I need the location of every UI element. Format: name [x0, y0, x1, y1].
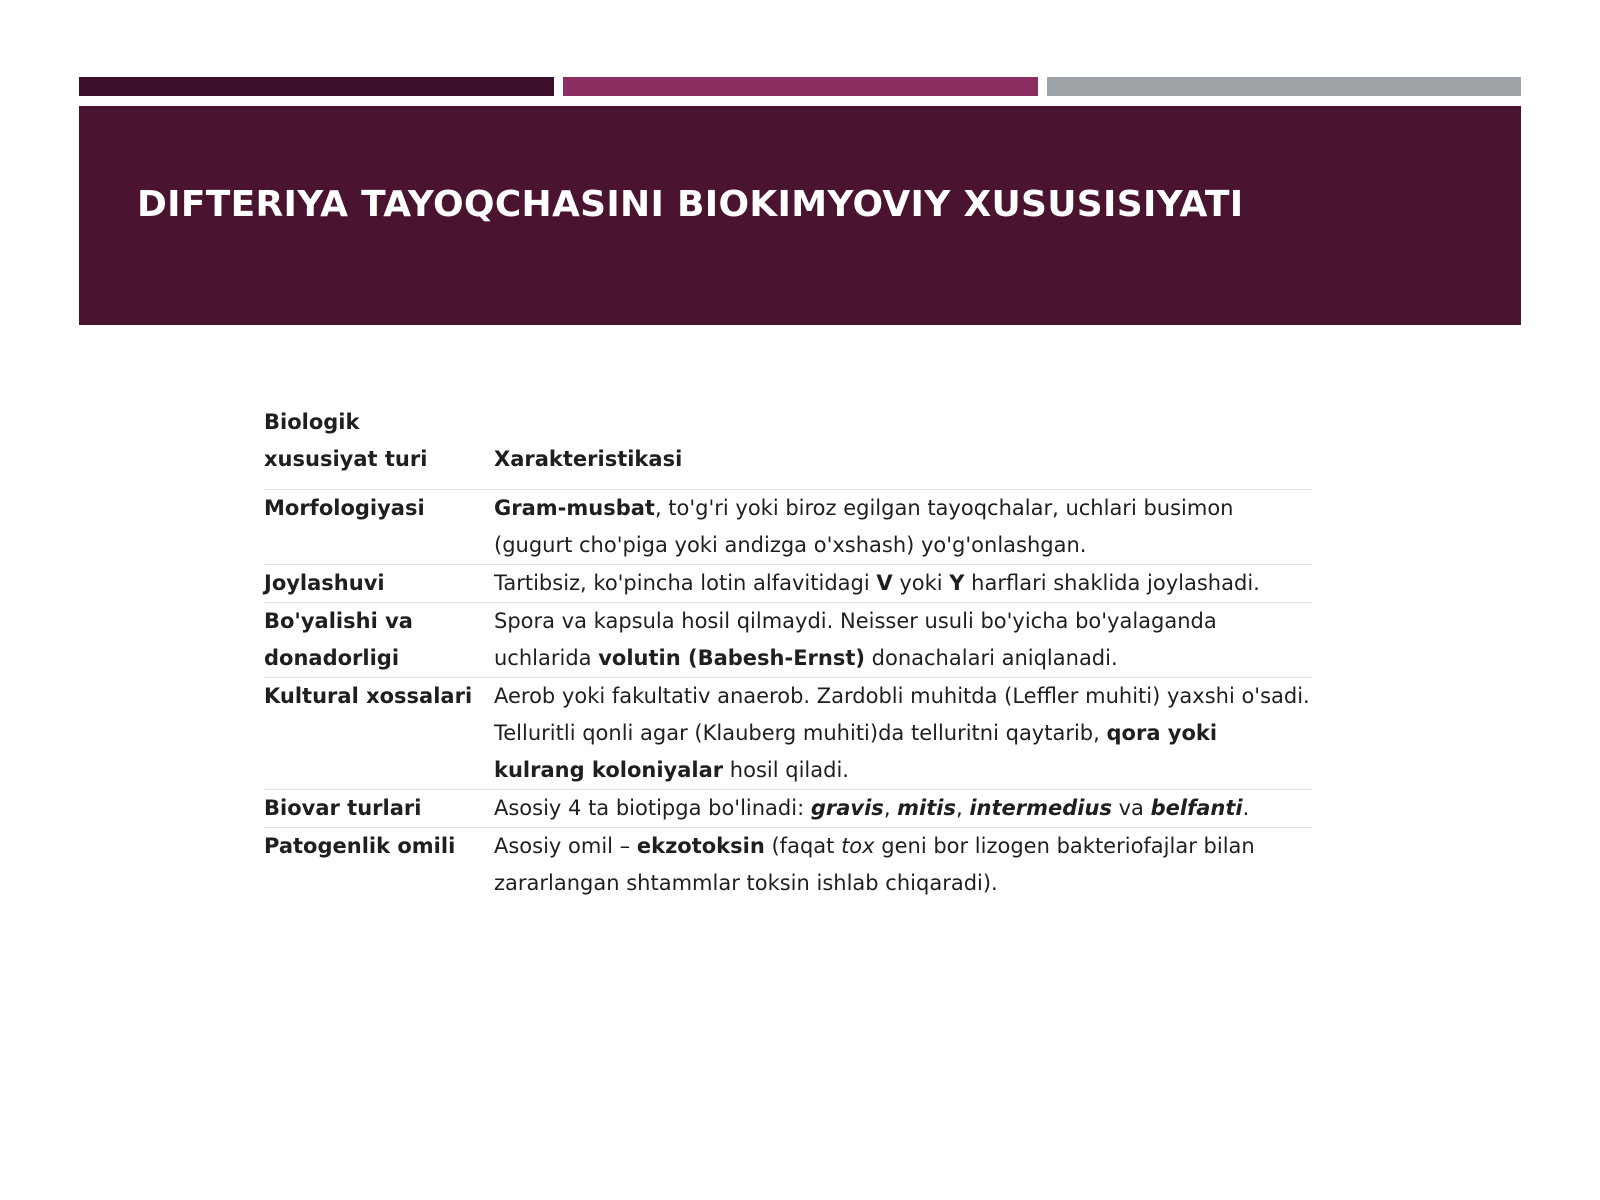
description-text: , to'g'ri yoki biroz egilgan tayoqchalar, uchlari busimon (gugurt cho'piga yoki andizga o'xshash) yo'g'onlashgan.: [494, 496, 1234, 557]
property-name: Patogenlik omili: [264, 834, 456, 858]
description-bold-italic: gravis: [810, 796, 884, 820]
properties-table: [264, 404, 1312, 902]
property-description: [494, 490, 1312, 565]
header-property-type: [264, 404, 494, 490]
description-text: Asosiy 4 ta biotipga bo'linadi:: [494, 796, 811, 820]
table-row: [264, 790, 1312, 828]
property-name-line1: Bo'yalishi va: [264, 609, 413, 633]
table-row: [264, 678, 1312, 790]
table-row: [264, 828, 1312, 903]
description-text: donachalari aniqlanadi.: [864, 646, 1118, 670]
property-name: Kultural xossalari: [264, 684, 473, 708]
description-italic: tox: [841, 834, 875, 858]
description-bold-italic: belfanti: [1150, 796, 1243, 820]
property-name: [264, 603, 494, 678]
title-band: [79, 106, 1521, 325]
description-text: Aerob yoki fakultativ anaerob. Zardobli muhitda (Leffler muhiti) yaxshi o'sadi. Telluritli qonli agar (Klauberg muhiti)da telluritni qaytarib,: [494, 684, 1310, 745]
description-text: geni bor lizogen bakteriofajlar bilan zararlangan shtammlar toksin ishlab chiqaradi).: [494, 834, 1255, 895]
slide-title: DIFTERIYA TAYOQCHASINI BIOKIMYOVIY XUSUSISIYATI: [137, 184, 1244, 225]
description-text: ,: [883, 796, 898, 820]
description-text: va: [1111, 796, 1151, 820]
description-text: .: [1242, 796, 1250, 820]
properties-table-wrap: [264, 404, 1312, 902]
property-description: [494, 565, 1312, 603]
header-property-type-line2: xususiyat turi: [264, 447, 428, 471]
property-name: Joylashuvi: [264, 571, 385, 595]
accent-bar-magenta: [563, 77, 1038, 96]
property-name-line2: donadorligi: [264, 646, 400, 670]
description-bold-italic: mitis: [897, 796, 956, 820]
property-name: Morfologiyasi: [264, 496, 425, 520]
property-description: [494, 678, 1312, 790]
description-bold: V: [876, 571, 893, 595]
description-text: ,: [956, 796, 970, 820]
description-bold: ekzotoksin: [636, 834, 765, 858]
table-header-row: [264, 404, 1312, 490]
header-characteristics: Xarakteristikasi: [494, 447, 683, 471]
property-description: [494, 828, 1312, 903]
description-text: (faqat: [764, 834, 842, 858]
description-text: hosil qiladi.: [723, 758, 849, 782]
description-bold: Gram-musbat: [494, 496, 655, 520]
description-text: Asosiy omil –: [494, 834, 637, 858]
description-text: Spora va kapsula hosil qilmaydi. Neisser usuli bo'yicha bo'yalaganda uchlarida: [494, 609, 1217, 670]
table-row: [264, 565, 1312, 603]
description-text: harflari shaklida joylashadi.: [964, 571, 1260, 595]
header-property-type-line1: Biologik: [264, 410, 360, 434]
accent-bar-dark: [79, 77, 554, 96]
table-row: [264, 490, 1312, 565]
description-bold: Y: [949, 571, 965, 595]
property-description: [494, 790, 1312, 828]
property-name: Biovar turlari: [264, 796, 422, 820]
description-bold: qora yoki kulrang koloniyalar: [494, 721, 1218, 782]
description-bold: volutin (Babesh-Ernst): [598, 646, 865, 670]
description-text: yoki: [892, 571, 950, 595]
description-text: Tartibsiz, ko'pincha lotin alfavitidagi: [494, 571, 877, 595]
property-description: [494, 603, 1312, 678]
accent-bar-gray: [1047, 77, 1521, 96]
description-bold-italic: intermedius: [969, 796, 1112, 820]
table-row: [264, 603, 1312, 678]
